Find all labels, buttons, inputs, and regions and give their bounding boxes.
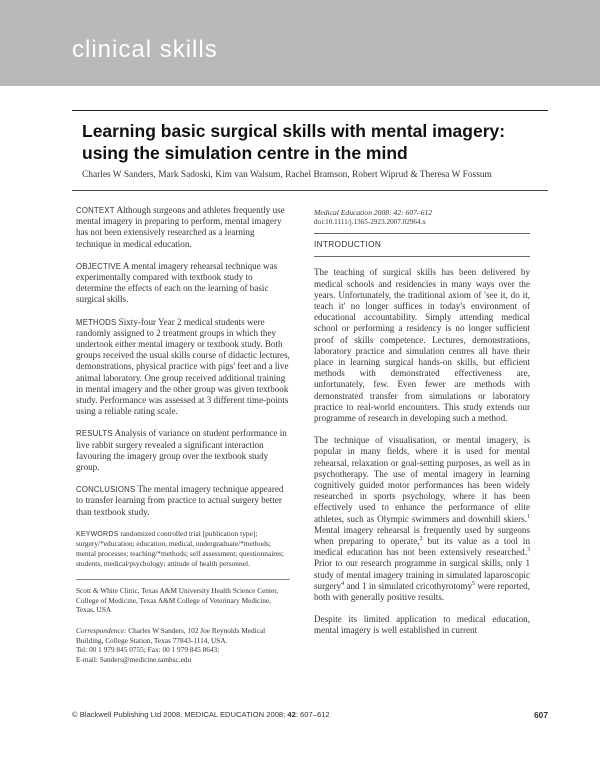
ref-5[interactable]: 5 xyxy=(472,580,476,587)
conclusions-label: CONCLUSIONS xyxy=(76,485,136,495)
intro-paragraph-1: The teaching of surgical skills has been delivered by medical schools and residencies in many ways over the years. Unfortunately, the traditional axiom of 'see it, do it, teach it' no longer suffices in today's environment of educational accountability. Simply attending medical school or performing a residency is no longer sufficient proof of skills competence. Lectures, demonstrations, laboratory practice and simulation centres all have their place in learning surgical hands-on skills, but efficient methods with demonstrated effectiveness are, unfortunately, few. Even fewer are methods with demonstrated transfer from simulations or laboratory practice to real-world encounters. This study extends our programme of research in developing such a method. xyxy=(314,267,530,424)
footer-pages: : 607–612 xyxy=(295,710,330,719)
title-line-2: using the simulation centre in the mind xyxy=(82,143,408,163)
title-rule xyxy=(72,110,548,111)
abstract-column xyxy=(76,205,290,675)
correspondence-email[interactable]: E-mail: Sanders@medicine.tamhsc.edu xyxy=(76,654,192,664)
section-label: clinical skills xyxy=(72,36,218,63)
keywords-label: KEYWORDS xyxy=(76,530,119,538)
section-banner xyxy=(0,0,600,86)
abstract-context xyxy=(76,205,290,250)
p2-part-c: but its value as a tool in medical education has not been extensively researched. xyxy=(314,536,530,558)
page-footer xyxy=(72,710,548,719)
results-label: RESULTS xyxy=(76,429,113,439)
abstract-conclusions xyxy=(76,484,290,518)
conclusions-text: The mental imagery technique appeared to transfer learning from practice to actual surgery better than textbook study. xyxy=(76,484,284,517)
p2-part-b: Mental imagery rehearsal is frequently used by surgeons when preparing to operate, xyxy=(314,524,530,547)
doi[interactable]: doi:10.1111/j.1365-2923.2007.02964.x xyxy=(314,217,427,226)
results-text: Analysis of variance on student performance in live rabbit surgery revealed a significant interaction favouring the imagery group over the textbook study group. xyxy=(76,428,287,473)
journal-citation: Medical Education 2008: 42: 607–612 xyxy=(314,208,433,217)
footer-copyright: © Blackwell Publishing Ltd 2008. MEDICAL EDUCATION 2008; xyxy=(72,710,286,719)
introduction-heading: INTRODUCTION xyxy=(314,239,382,250)
author-list: Charles W Sanders, Mark Sadoski, Kim van Walsum, Rachel Bramson, Robert Wiprud & Theresa W Fossum xyxy=(82,170,492,180)
abstract-objective xyxy=(76,261,290,306)
section-rule-bottom xyxy=(314,256,530,257)
page-number: 607 xyxy=(534,710,548,720)
intro-paragraph-2 xyxy=(314,435,530,603)
abstract-results xyxy=(76,428,290,473)
body-column xyxy=(314,208,530,648)
objective-text: A mental imagery rehearsal technique was experimentally compared with textbook study to determine the effects of each on the learning of basic surgical skills. xyxy=(76,260,278,305)
article-title xyxy=(82,120,542,164)
intro-paragraph-3: Despite its limited application to medical education, mental imagery is well established in current xyxy=(314,614,530,636)
context-label: CONTEXT xyxy=(76,206,115,215)
ref-1[interactable]: 1 xyxy=(527,513,530,520)
context-text: Although surgeons and athletes frequently use mental imagery in preparing to perform, mental imagery has not been extensively researched as a learning technique in medical education. xyxy=(76,205,285,249)
footer-volume: 42 xyxy=(287,710,296,719)
p2-part-f: were reported, both with generally positive results. xyxy=(314,580,530,603)
correspondence xyxy=(76,626,290,664)
ref-4[interactable]: 4 xyxy=(341,580,345,587)
objective-label: OBJECTIVE xyxy=(76,261,122,271)
correspondence-phone: Tel: 00 1 979 845 0755; Fax: 00 1 979 845 8643; xyxy=(76,645,220,655)
p2-part-a: The technique of visualisation, or mental imagery, is popular in many fields, where it is used for mental rehearsal, relaxation or goal-setting purposes, as well as in psychotherapy. The use of mental imagery in learning cognitively guided motor performances has been widely researched in sports psychology, where it has been effectively used to enhance the performance of elite athletes, such as Olympic swimmers and downhill skiers. xyxy=(314,435,530,524)
affiliation: Scott & White Clinic, Texas A&M University Health Science Center, College of Medicine, Texas A&M College of Veterinary Medicine, Texas, USA xyxy=(76,586,279,615)
methods-text: Sixty-four Year 2 medical students were randomly assigned to 2 treatment groups in which they undertook either mental imagery or textbook study. Both groups received the usual skills course of didactic lectures, demonstrations, physical practice with pigs' feet and a live animal laboratory. One group received additional training in mental imagery and the other group was given textbook study. Performance was assessed at 3 different time-points using a reliable rating scale. xyxy=(76,316,290,417)
ref-2[interactable]: 2 xyxy=(419,536,423,543)
section-rule-top xyxy=(314,233,530,234)
keywords-text: randomized controlled trial [publication type]; surgery/*education; education, medical, undergraduate/*methods; mental processes; teaching/*methods; self assessment; questionnaires; students, medical/psychology; attitude of health personnel. xyxy=(76,528,284,568)
p2-part-d: Prior to our research programme in surgical skills, only 1 study of mental imagery training in simulated laparoscopic surgery xyxy=(314,558,530,591)
correspondence-label: Correspondence: xyxy=(76,626,127,636)
title-line-1: Learning basic surgical skills with mental imagery: xyxy=(82,121,506,141)
p2-part-e: and 1 in simulated cricothyrotomy xyxy=(344,580,473,591)
correspondence-address: Charles W Sanders, 102 Joe Reynolds Medical Building, College Station, Texas 77843-1114, USA. xyxy=(76,626,266,645)
author-rule xyxy=(72,190,548,191)
methods-label: METHODS xyxy=(76,317,117,327)
ref-3[interactable]: 3 xyxy=(527,547,530,554)
affiliation-rule xyxy=(76,579,290,580)
abstract-methods xyxy=(76,317,290,418)
abstract-keywords xyxy=(76,529,290,568)
